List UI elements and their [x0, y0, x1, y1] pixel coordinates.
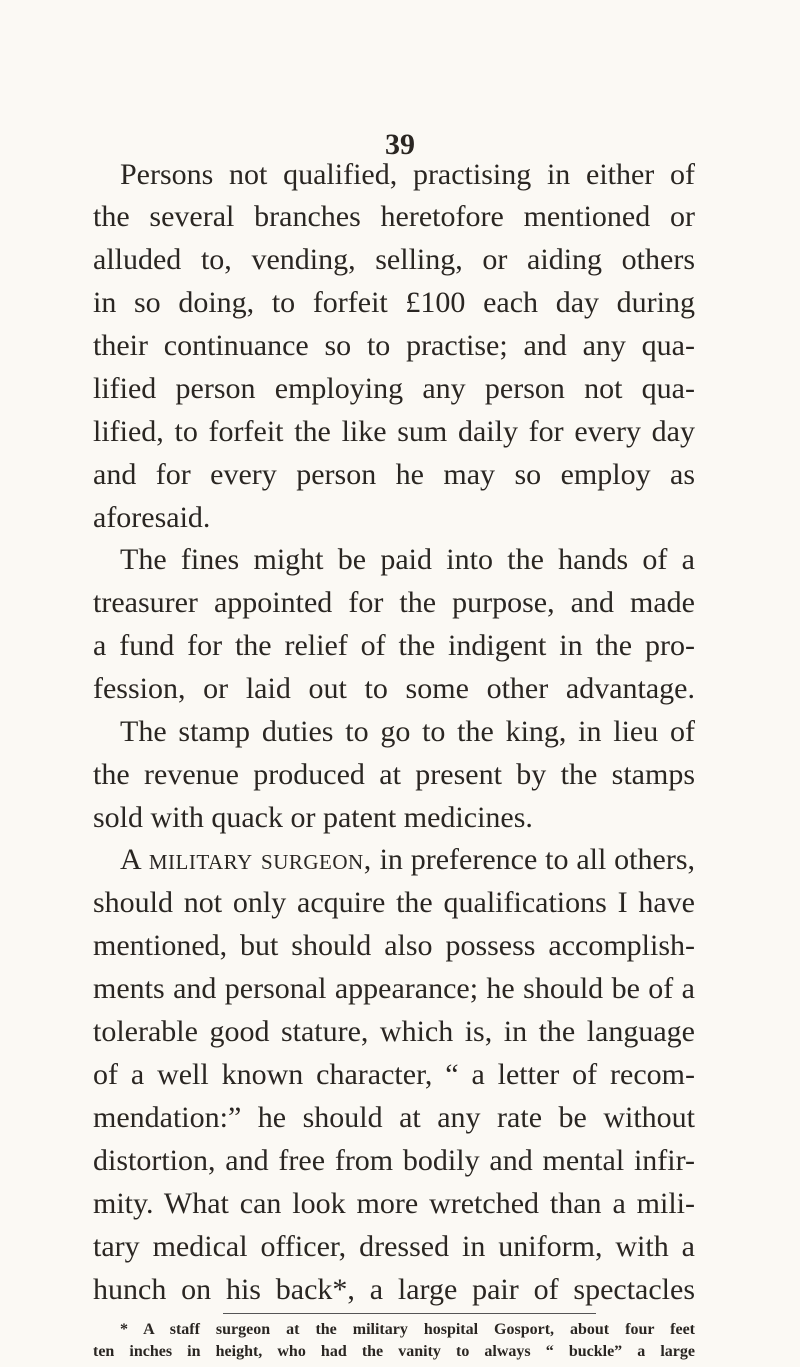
text-line: distortion, and free from bodily and mental infir- [93, 1144, 695, 1177]
text-line: fession, or laid out to some other advantage. [93, 672, 695, 705]
text-line: a fund for the relief of the indigent in the pro- [93, 629, 695, 662]
text-line: their continuance so to practise; and any qua- [93, 329, 695, 362]
text-line: tary medical officer, dressed in uniform, with a [93, 1230, 695, 1263]
page-number: 39 [385, 128, 415, 161]
text-line: tolerable good stature, which is, in the language [93, 1015, 695, 1048]
text-line: lified, to forfeit the like sum daily for every day [93, 415, 695, 448]
text-line: aforesaid. [93, 501, 211, 534]
text-line: treasurer appointed for the purpose, and made [93, 586, 695, 619]
footnote-rule [223, 1313, 596, 1314]
text-line: and for every person he may so employ as [93, 458, 695, 491]
text-line: the several branches heretofore mentioned or [93, 200, 695, 233]
text-line: The stamp duties to go to the king, in lieu of [120, 715, 695, 748]
text-line [120, 842, 695, 878]
text-line: mendation:” he should at any rate be without [93, 1101, 695, 1134]
text-line: Persons not qualified, practising in either of [120, 158, 695, 191]
text-line: of a well known character, “ a letter of recom- [93, 1058, 695, 1091]
text-line: The fines might be paid into the hands of a [120, 543, 695, 576]
footnote-line: * A staff surgeon at the military hospital Gosport, about four feet [120, 1321, 695, 1338]
text-line: sold with quack or patent medicines. [93, 801, 533, 834]
text-line: should not only acquire the qualifications I have [93, 886, 695, 919]
text-line: alluded to, vending, selling, or aiding others [93, 243, 695, 276]
footnote-line: ten inches in height, who had the vanity to always “ buckle” a large [93, 1343, 695, 1360]
text-line: mity. What can look more wretched than a mili- [93, 1187, 695, 1220]
text-line: ments and personal appearance; he should be of a [93, 972, 695, 1005]
small-caps-heading: A military surgeon, [120, 843, 372, 876]
text-line: in so doing, to forfeit £100 each day during [93, 286, 695, 319]
text-line: mentioned, but should also possess accomplish- [93, 929, 695, 962]
text-line: the revenue produced at present by the stamps [93, 758, 695, 791]
text-line: hunch on his back*, a large pair of spectacles [93, 1273, 695, 1306]
text-line-rest: in preference to all others, [379, 843, 695, 876]
text-line: lified person employing any person not qua- [93, 372, 695, 405]
